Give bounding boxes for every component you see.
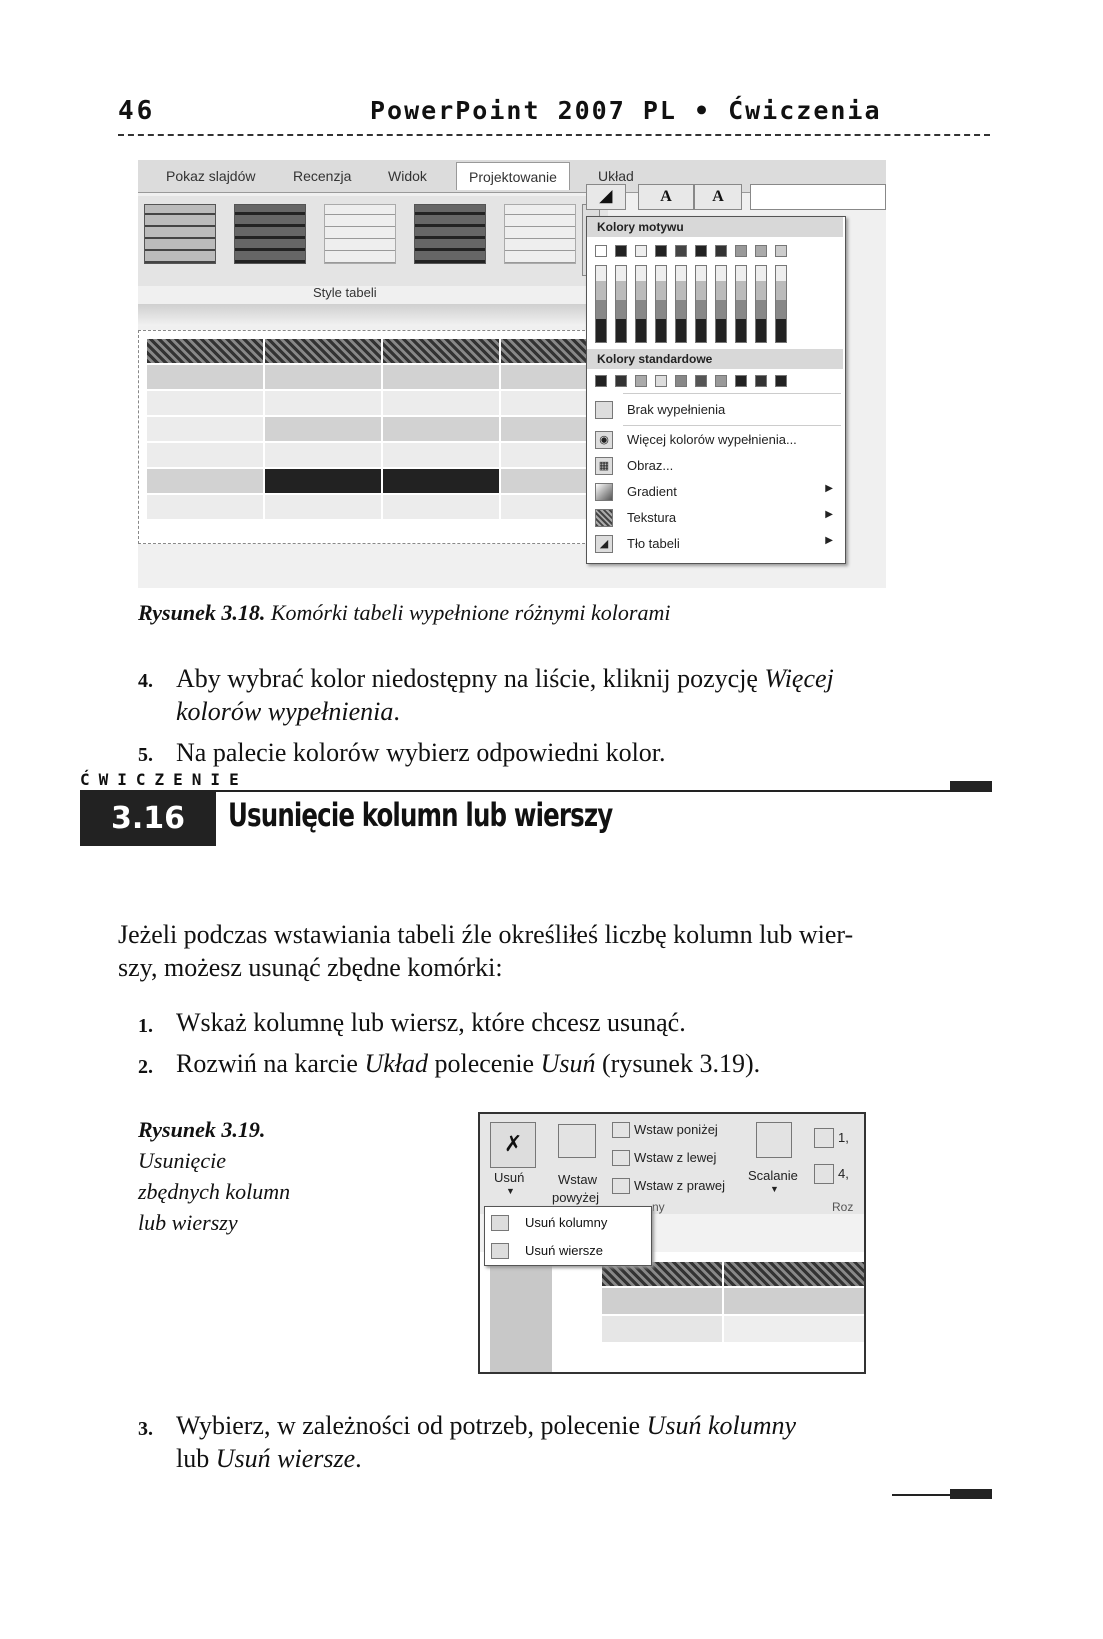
standard-colors-heading: Kolory standardowe: [587, 349, 843, 369]
fill-color-button[interactable]: [586, 184, 626, 210]
border-style-box[interactable]: [750, 184, 886, 210]
insert-left-icon: [612, 1150, 630, 1166]
menu-separator: [623, 425, 841, 426]
table-style-thumb[interactable]: [324, 204, 396, 264]
caption-label: Rysunek 3.19.: [138, 1117, 266, 1142]
submenu-arrow-icon: ▶: [825, 535, 833, 546]
color-swatch[interactable]: [675, 245, 687, 257]
running-title: PowerPoint 2007 PL • Ćwiczenia: [370, 96, 882, 125]
color-swatch[interactable]: [695, 245, 707, 257]
submenu-arrow-icon: ▶: [825, 483, 833, 494]
figure-delete-menu-screenshot: [478, 1112, 866, 1374]
table-styles-gallery: [138, 196, 608, 286]
table-cell[interactable]: [265, 417, 382, 441]
step-1-text: Wskaż kolumnę lub wiersz, które chcesz usunąć.: [176, 1008, 686, 1037]
table-style-thumb[interactable]: [414, 204, 486, 264]
step-text: .: [355, 1444, 362, 1473]
merge-label[interactable]: Scalanie: [748, 1168, 798, 1183]
step-number: 5.: [138, 744, 153, 766]
table-cell[interactable]: [147, 391, 264, 415]
insert-right-icon: [612, 1178, 630, 1194]
tab-slideshow[interactable]: Pokaz slajdów: [166, 168, 256, 184]
delete-dropdown-menu: [484, 1206, 652, 1266]
step-3-text: [176, 1409, 996, 1475]
table-cell[interactable]: [147, 443, 264, 467]
insert-left-button[interactable]: Wstaw z lewej: [634, 1150, 717, 1165]
header-rule: [118, 134, 990, 136]
color-swatch[interactable]: [635, 245, 647, 257]
group-label-partial: ny: [652, 1200, 665, 1214]
font-color-icon: A: [712, 188, 724, 205]
chevron-down-icon[interactable]: ▼: [506, 1186, 515, 1196]
delete-rows-icon: [491, 1243, 509, 1259]
color-swatch[interactable]: [735, 245, 747, 257]
table-cell[interactable]: [265, 339, 382, 363]
picture-icon: ▦: [595, 457, 613, 475]
table-cell[interactable]: [265, 469, 382, 493]
exercise-label: ĆWICZENIE: [80, 770, 248, 789]
tab-layout[interactable]: Układ: [598, 168, 634, 184]
gallery-divider: [138, 304, 608, 326]
tab-review[interactable]: Recenzja: [293, 168, 352, 184]
standard-color-swatch[interactable]: [615, 375, 627, 387]
menu-item-delete-columns[interactable]: [485, 1209, 651, 1237]
theme-colors-heading: Kolory motywu: [587, 217, 843, 237]
color-swatch[interactable]: [595, 245, 607, 257]
intro-line: szy, możesz usunąć zbędne komórki:: [118, 953, 503, 982]
table-cell[interactable]: [265, 443, 382, 467]
texture-icon: [595, 509, 613, 527]
standard-color-swatch[interactable]: [675, 375, 687, 387]
table-cell[interactable]: [724, 1316, 864, 1342]
text-style-icon: A: [660, 188, 672, 205]
table-cell[interactable]: [265, 365, 382, 389]
table-style-thumb[interactable]: [234, 204, 306, 264]
table-cell[interactable]: [147, 495, 264, 519]
step-number: 2.: [138, 1056, 153, 1078]
step-emphasis: Usuń kolumny: [646, 1411, 797, 1440]
standard-color-swatch[interactable]: [755, 375, 767, 387]
table-cell[interactable]: [147, 417, 264, 441]
color-swatch[interactable]: [655, 245, 667, 257]
delete-columns-icon: [491, 1215, 509, 1231]
table-cell[interactable]: [383, 365, 500, 389]
table-cell[interactable]: [724, 1262, 864, 1286]
table-cell[interactable]: [383, 495, 500, 519]
slide-table[interactable]: [138, 330, 610, 544]
figure-ribbon-screenshot: [138, 160, 886, 588]
table-cell[interactable]: [383, 443, 500, 467]
tab-design[interactable]: Projektowanie: [456, 162, 570, 190]
step-4-text: [176, 662, 996, 728]
menu-item-label: Więcej kolorów wypełnienia...: [627, 432, 797, 447]
delete-table-icon: ✗: [504, 1131, 523, 1156]
gradient-icon: [595, 483, 613, 501]
color-swatch[interactable]: [615, 245, 627, 257]
standard-color-swatch[interactable]: [715, 375, 727, 387]
insert-below-icon: [612, 1122, 630, 1138]
color-shade-column[interactable]: [775, 265, 787, 343]
table-cell[interactable]: [383, 469, 500, 493]
insert-below-button[interactable]: Wstaw poniżej: [634, 1122, 718, 1137]
menu-item-no-fill[interactable]: [587, 397, 843, 423]
step-2-text: [176, 1047, 760, 1080]
figure-3-18-caption: [138, 600, 670, 626]
font-color-button[interactable]: [694, 184, 742, 210]
row-height-value[interactable]: 1,: [838, 1130, 849, 1145]
color-shade-column[interactable]: [715, 265, 727, 343]
slide-edge: [490, 1252, 552, 1372]
figure-3-19-caption: [138, 1114, 290, 1238]
menu-item-texture[interactable]: [587, 505, 843, 531]
menu-item-delete-rows[interactable]: [485, 1237, 651, 1265]
color-shade-column[interactable]: [735, 265, 747, 343]
submenu-arrow-icon: ▶: [825, 509, 833, 520]
table-cell[interactable]: [147, 469, 264, 493]
table-background-icon: ◢: [595, 535, 613, 553]
step-text: Wybierz, w zależności od potrzeb, polecenie: [176, 1411, 647, 1440]
step-text: Aby wybrać kolor niedostępny na liście, kliknij pozycję: [176, 664, 765, 693]
insert-above-icon[interactable]: [558, 1124, 596, 1158]
color-swatch[interactable]: [775, 245, 787, 257]
delete-label[interactable]: Usuń: [494, 1170, 525, 1185]
menu-item-table-background[interactable]: [587, 531, 843, 557]
chevron-down-icon[interactable]: ▼: [770, 1184, 779, 1194]
intro-line: Jeżeli podczas wstawiania tabeli źle określiłeś liczbę kolumn lub wier-: [118, 920, 854, 949]
gallery-label: Style tabeli: [313, 285, 377, 300]
menu-item-label: Usuń wiersze: [525, 1243, 604, 1258]
tab-view[interactable]: Widok: [388, 168, 427, 184]
caption-line: lub wierszy: [138, 1210, 238, 1235]
table-style-thumb[interactable]: [144, 204, 216, 264]
menu-item-label: Brak wypełnienia: [627, 402, 726, 417]
table-cell[interactable]: [147, 339, 264, 363]
step-text: (rysunek 3.19).: [595, 1049, 761, 1078]
insert-above-label-2[interactable]: powyżej: [552, 1190, 599, 1205]
standard-color-swatch[interactable]: [595, 375, 607, 387]
exercise-rule: [80, 790, 992, 792]
menu-separator: [623, 393, 841, 394]
step-number: 4.: [138, 670, 153, 692]
caption-line: Usunięcie: [138, 1148, 226, 1173]
column-width-value[interactable]: 4,: [838, 1166, 849, 1181]
color-shade-column[interactable]: [675, 265, 687, 343]
delete-button[interactable]: [490, 1122, 536, 1168]
table-cell[interactable]: [602, 1316, 722, 1342]
menu-item-label: Tekstura: [627, 510, 677, 525]
table-cell[interactable]: [265, 495, 382, 519]
standard-color-swatch[interactable]: [635, 375, 647, 387]
table-cell[interactable]: [383, 417, 500, 441]
table-cell[interactable]: [383, 391, 500, 415]
color-shade-column[interactable]: [595, 265, 607, 343]
row-height-icon: [814, 1128, 834, 1148]
column-width-icon: [814, 1164, 834, 1184]
color-swatch[interactable]: [755, 245, 767, 257]
merge-icon[interactable]: [756, 1122, 792, 1158]
step-emphasis: Więcej: [764, 664, 834, 693]
insert-right-button[interactable]: Wstaw z prawej: [634, 1178, 726, 1193]
insert-above-label-1[interactable]: Wstaw: [558, 1172, 597, 1187]
color-shade-column[interactable]: [635, 265, 647, 343]
intro-paragraph: [118, 918, 998, 984]
exercise-title: Usunięcie kolumn lub wierszy: [228, 796, 613, 834]
step-text: polecenie: [427, 1049, 541, 1078]
table-style-thumb[interactable]: [504, 204, 576, 264]
fill-color-dropdown: [586, 216, 846, 564]
step-text: Rozwiń na karcie: [176, 1049, 365, 1078]
menu-item-picture[interactable]: [587, 453, 843, 479]
table-cell[interactable]: [602, 1288, 722, 1314]
exercise-number: 3.16: [80, 792, 216, 846]
menu-item-label: Obraz...: [627, 458, 674, 473]
standard-color-swatch[interactable]: [735, 375, 747, 387]
step-emphasis: Układ: [364, 1049, 428, 1078]
table-cell[interactable]: [265, 391, 382, 415]
step-number: 1.: [138, 1015, 153, 1037]
menu-item-more-fill-colors[interactable]: [587, 427, 843, 453]
no-fill-icon: [595, 401, 613, 419]
step-number: 3.: [138, 1418, 153, 1440]
table-cell[interactable]: [147, 365, 264, 389]
caption-text: Komórki tabeli wypełnione różnymi kolorami: [270, 600, 671, 625]
caption-label: Rysunek 3.18.: [138, 600, 266, 625]
color-shade-column[interactable]: [655, 265, 667, 343]
color-shade-column[interactable]: [695, 265, 707, 343]
color-shade-column[interactable]: [755, 265, 767, 343]
palette-icon: ◉: [595, 431, 613, 449]
exercise-end-marker: [950, 1489, 992, 1499]
caption-line: zbędnych kolumn: [138, 1179, 291, 1204]
step-text: lub: [176, 1444, 216, 1473]
standard-color-swatch[interactable]: [775, 375, 787, 387]
menu-item-label: Usuń kolumny: [525, 1215, 608, 1230]
slide-area: [480, 1252, 864, 1374]
menu-item-label: Tło tabeli: [627, 536, 680, 551]
step-emphasis: Usuń: [540, 1049, 596, 1078]
text-effects-button[interactable]: [638, 184, 694, 210]
color-swatch[interactable]: [715, 245, 727, 257]
group-label-partial: Roz: [832, 1200, 854, 1214]
step-emphasis: Usuń wiersze: [215, 1444, 356, 1473]
menu-item-label: Gradient: [627, 484, 677, 499]
standard-color-swatch[interactable]: [655, 375, 667, 387]
step-emphasis: kolorów wypełnienia: [176, 697, 394, 726]
table-cell[interactable]: [383, 339, 500, 363]
step-5-text: Na palecie kolorów wybierz odpowiedni kolor.: [176, 738, 666, 767]
color-shade-column[interactable]: [615, 265, 627, 343]
step-text: .: [393, 697, 400, 726]
standard-color-swatch[interactable]: [695, 375, 707, 387]
menu-item-gradient[interactable]: [587, 479, 843, 505]
page-number: 46: [118, 96, 156, 126]
table-cell[interactable]: [724, 1288, 864, 1314]
paint-bucket-icon: ◢: [599, 188, 613, 205]
exercise-end-rule: [892, 1494, 950, 1496]
